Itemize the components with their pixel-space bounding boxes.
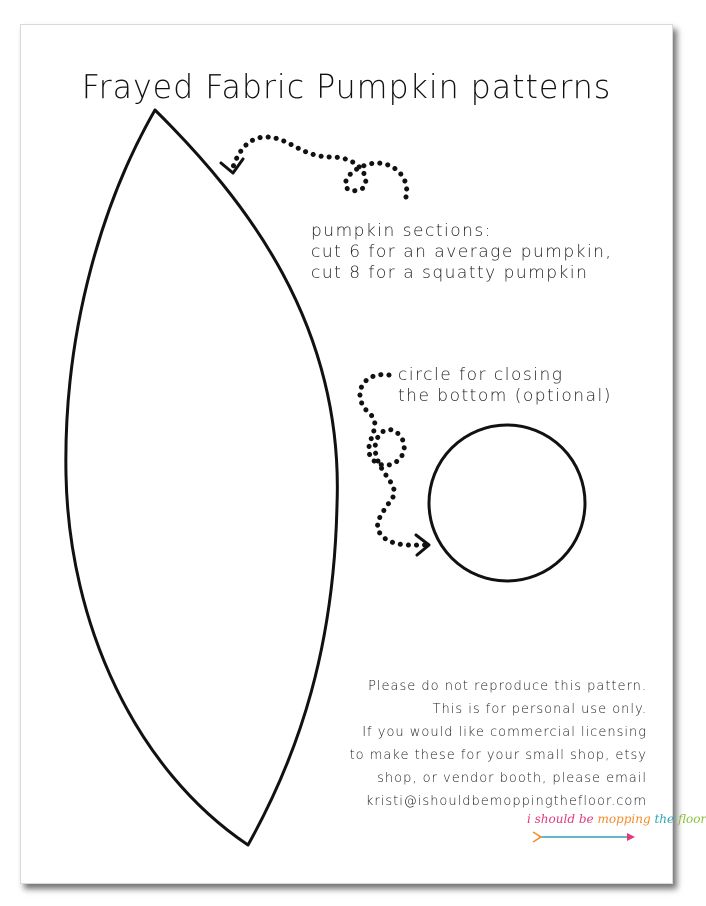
swirl-arrow-sections [233,137,407,197]
copyright-notice [287,675,647,813]
copyright-line: shop, or vendor booth, please email [377,771,647,786]
copyright-line: Please do not reproduce this pattern. [368,679,647,694]
sections-note-line: cut 6 for an average pumpkin, [311,242,613,262]
closing-circle-shape [429,425,585,581]
circle-note-line: circle for closing [398,365,564,385]
logo-arrow-icon [531,830,641,844]
copyright-email: kristi@ishouldbemoppingthefloor.com [365,794,647,809]
circle-note-line: the bottom (optional) [398,386,612,406]
logo-word: floor [677,812,706,826]
pattern-page [20,24,706,884]
copyright-line: to make these for your small shop, etsy [349,748,647,763]
logo-word: i should be [527,812,594,826]
page-title: Frayed Fabric Pumpkin patterns [81,67,612,106]
sections-note [311,221,612,284]
sections-note-line: cut 8 for a squatty pumpkin [311,263,589,283]
copyright-line: If you would like commercial licensing [362,725,647,740]
circle-note [398,365,612,407]
copyright-line: This is for personal use only. [432,702,647,717]
logo-word: the [654,812,675,826]
logo-word: mopping [597,812,651,826]
sections-note-line: pumpkin sections: [311,221,492,241]
site-logo [527,812,706,826]
